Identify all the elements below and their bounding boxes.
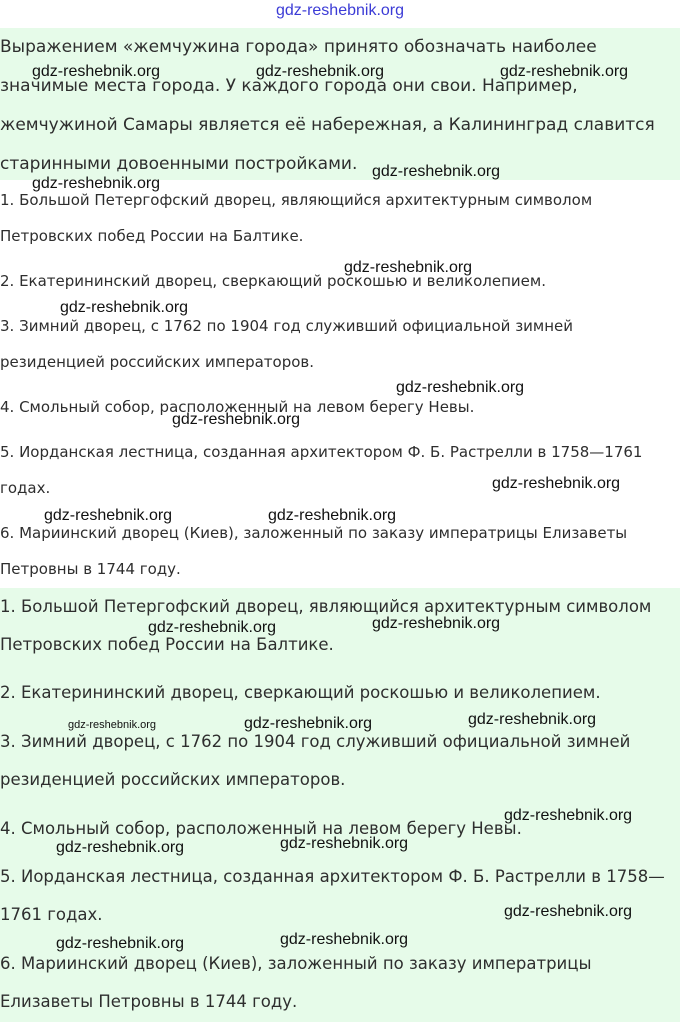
list-block: [0, 182, 680, 586]
answer-line: Елизаветы Петровны в 1744 году.: [0, 992, 298, 1011]
watermark-overlay: gdz-reshebnik.org: [56, 935, 185, 952]
answer-line: 1761 годах.: [0, 905, 103, 924]
watermark-overlay: gdz-reshebnik.org: [44, 507, 173, 524]
answer-line: 5. Иорданская лестница, созданная архитектором Ф. Б. Растрелли в 1758—: [0, 867, 665, 886]
answer-line: 2. Екатерининский дворец, сверкающий роскошью и великолепием.: [0, 683, 601, 702]
list-line: 1. Большой Петергофский дворец, являющийся архитектурным символом: [0, 191, 593, 209]
answer-line: Петровских побед России на Балтике.: [0, 635, 334, 654]
list-line: Петровских побед России на Балтике.: [0, 227, 304, 245]
list-line: 6. Мариинский дворец (Киев), заложенный по заказу императрицы Елизаветы: [0, 524, 628, 542]
header-watermark: gdz-reshebnik.org: [275, 2, 405, 19]
watermark-overlay: gdz-reshebnik.org: [500, 63, 629, 80]
watermark-overlay: gdz-reshebnik.org: [492, 475, 621, 492]
watermark-overlay: gdz-reshebnik.org: [68, 719, 157, 731]
watermark-overlay: gdz-reshebnik.org: [56, 839, 185, 856]
list-line: 4. Смольный собор, расположенный на левом берегу Невы.: [0, 398, 475, 416]
watermark-overlay: gdz-reshebnik.org: [372, 163, 501, 180]
list-line: Петровны в 1744 году.: [0, 560, 181, 578]
watermark-overlay: gdz-reshebnik.org: [148, 619, 277, 636]
list-line: 5. Иорданская лестница, созданная архитектором Ф. Б. Растрелли в 1758—1761: [0, 443, 643, 461]
watermark-overlay: gdz-reshebnik.org: [504, 903, 633, 920]
watermark-overlay: gdz-reshebnik.org: [280, 931, 409, 948]
intro-line: жемчужиной Самары является её набережная, а Калининград славится: [0, 115, 655, 135]
intro-line: старинными довоенными постройками.: [0, 154, 358, 174]
answer-line: 6. Мариинский дворец (Киев), заложенный по заказу императрицы: [0, 954, 592, 973]
answer-block: [0, 588, 680, 1022]
answer-line: резиденцией российских императоров.: [0, 770, 346, 789]
watermark-overlay: gdz-reshebnik.org: [396, 379, 525, 396]
list-line: 2. Екатерининский дворец, сверкающий роскошью и великолепием.: [0, 272, 546, 290]
watermark-overlay: gdz-reshebnik.org: [504, 807, 633, 824]
answer-line: 4. Смольный собор, расположенный на левом берегу Невы.: [0, 819, 522, 838]
watermark-overlay: gdz-reshebnik.org: [60, 299, 189, 316]
intro-line: значимые места города. У каждого города они свои. Например,: [0, 76, 578, 96]
watermark-overlay: gdz-reshebnik.org: [372, 615, 501, 632]
watermark-overlay: gdz-reshebnik.org: [256, 63, 385, 80]
watermark-overlay: gdz-reshebnik.org: [172, 411, 301, 428]
list-line: 3. Зимний дворец, с 1762 по 1904 год служивший официальной зимней: [0, 317, 574, 335]
intro-block: [0, 28, 680, 180]
watermark-overlay: gdz-reshebnik.org: [32, 175, 161, 192]
answer-line: 3. Зимний дворец, с 1762 по 1904 год служивший официальной зимней: [0, 732, 631, 751]
watermark-overlay: gdz-reshebnik.org: [280, 835, 409, 852]
watermark-overlay: gdz-reshebnik.org: [32, 63, 161, 80]
watermark-overlay: gdz-reshebnik.org: [268, 507, 397, 524]
watermark-overlay: gdz-reshebnik.org: [468, 711, 597, 728]
watermark-overlay: gdz-reshebnik.org: [344, 259, 473, 276]
watermark-overlay: gdz-reshebnik.org: [244, 715, 373, 732]
intro-line: Выражением «жемчужина города» принято обозначать наиболее: [0, 37, 597, 57]
list-line: годах.: [0, 479, 51, 497]
answer-line: 1. Большой Петергофский дворец, являющийся архитектурным символом: [0, 597, 652, 616]
list-line: резиденцией российских императоров.: [0, 353, 315, 371]
